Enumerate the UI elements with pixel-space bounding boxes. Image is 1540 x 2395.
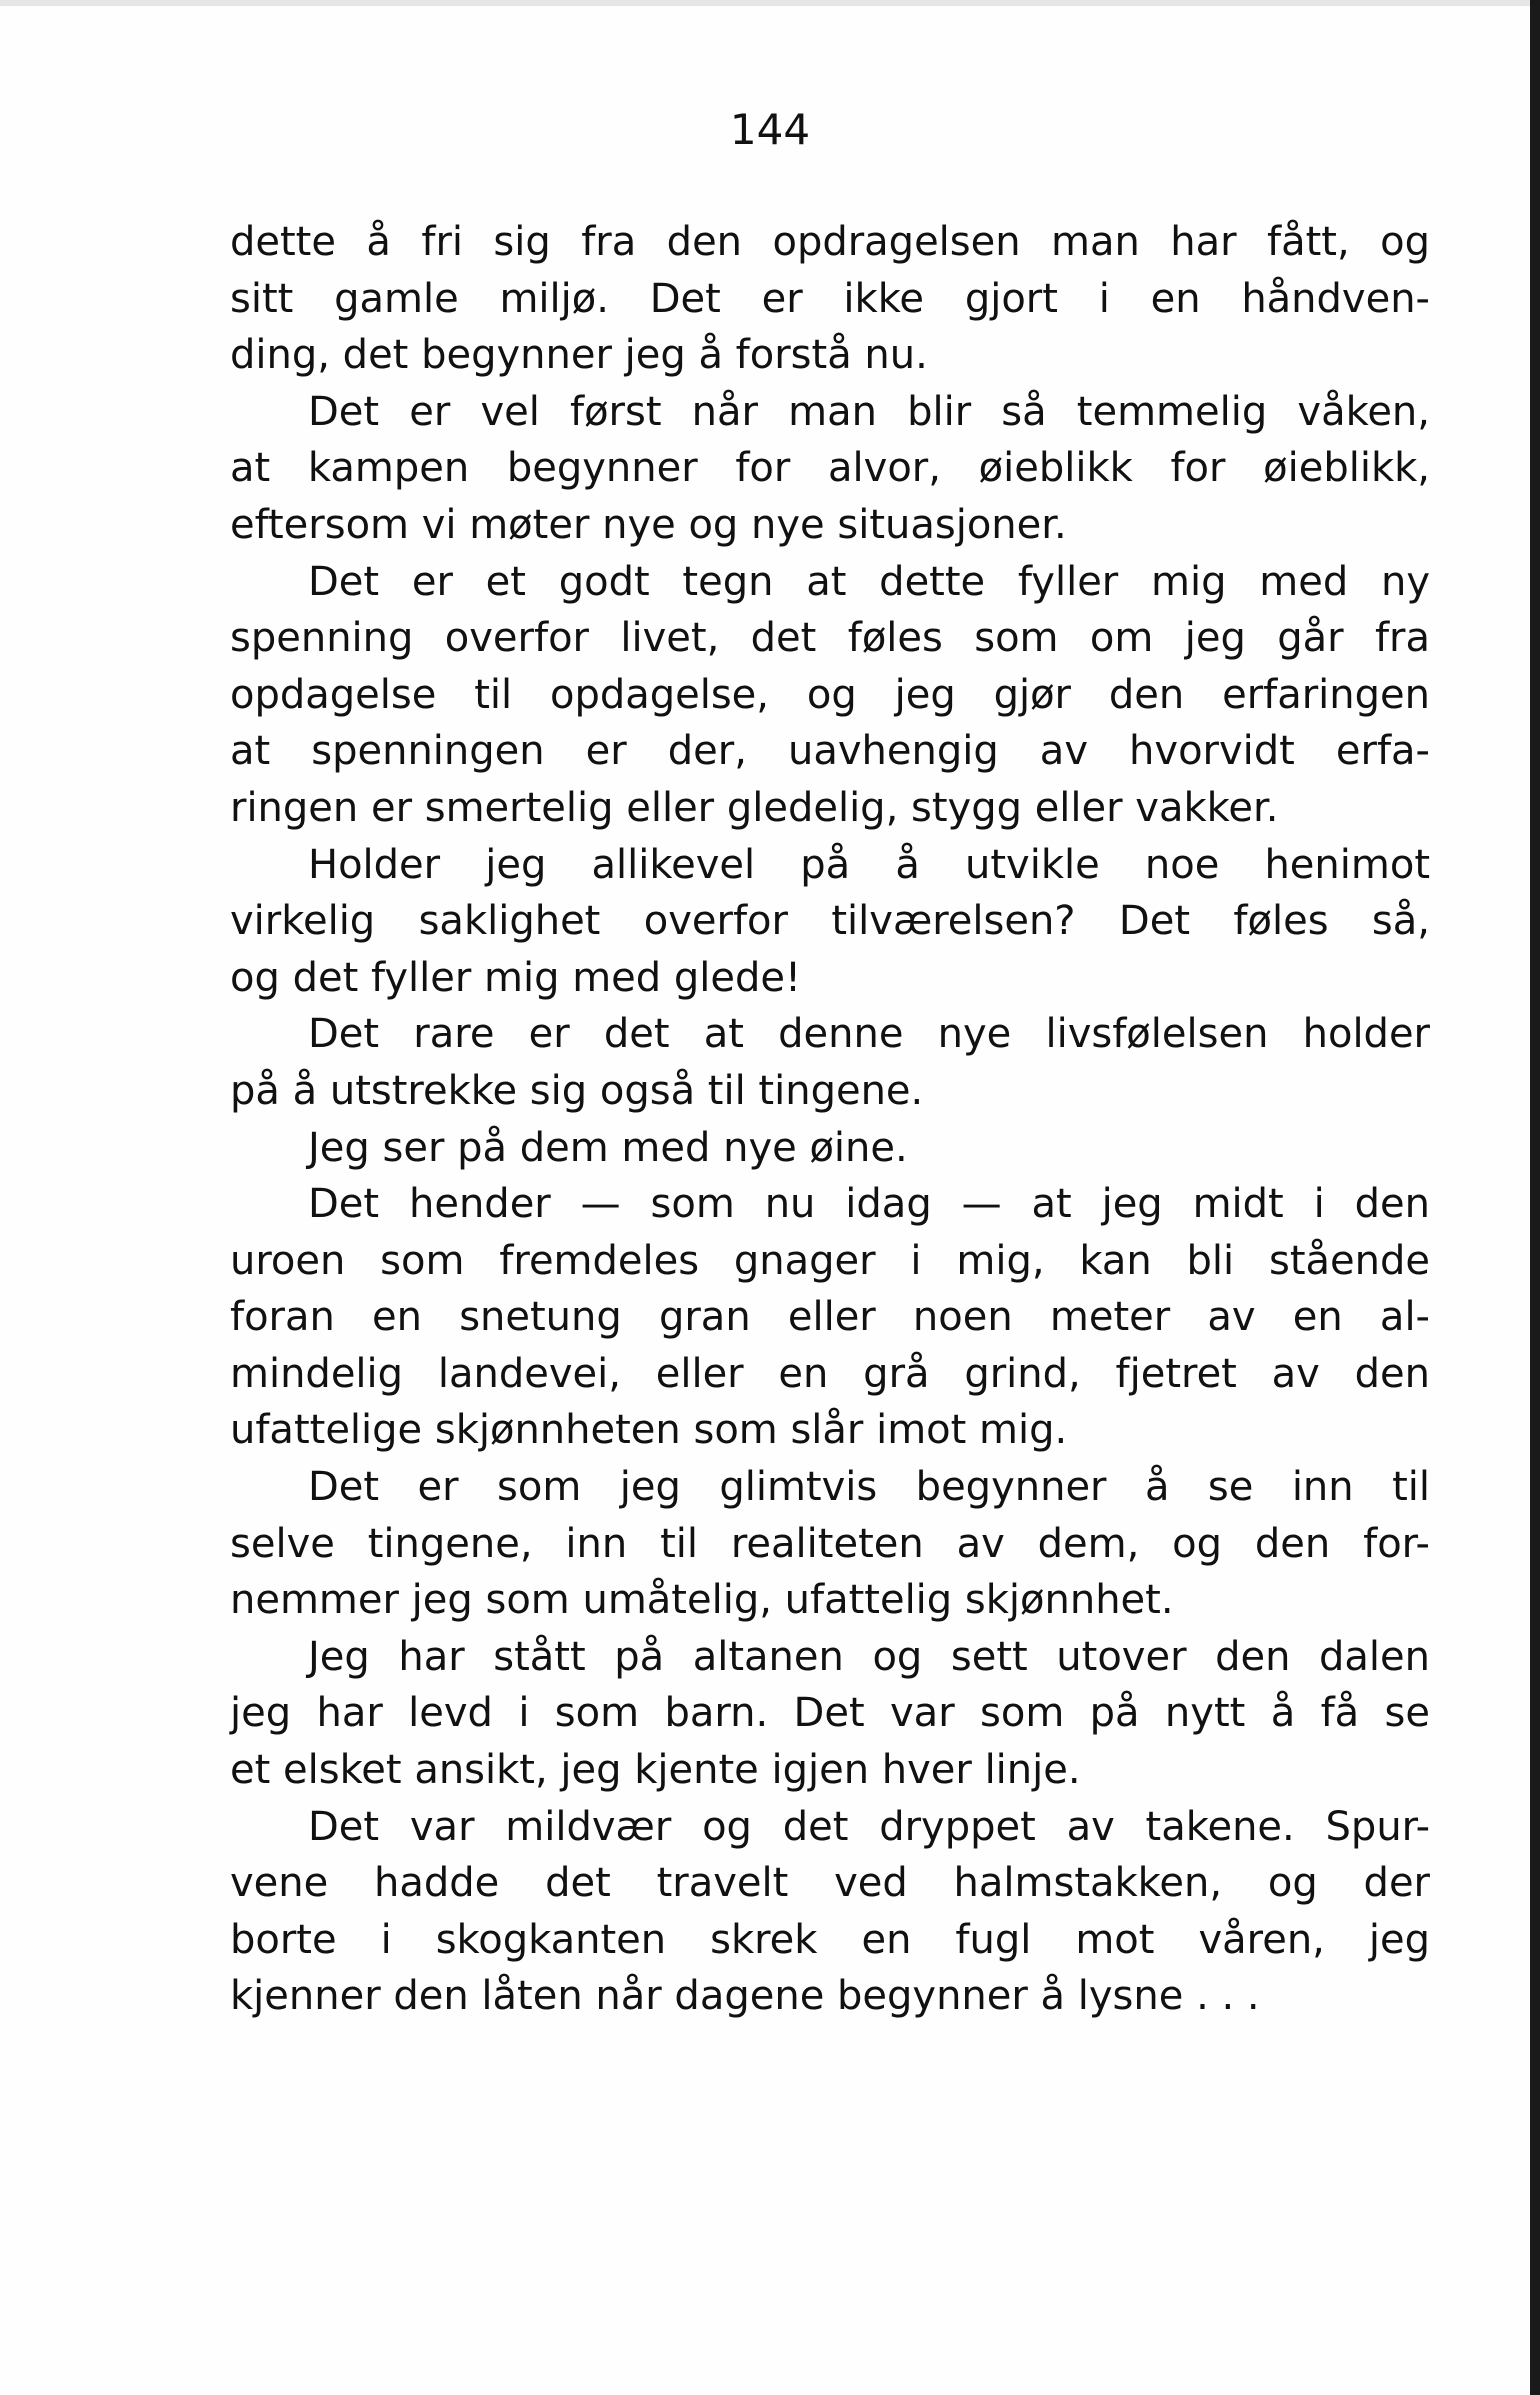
text-line: uroen som fremdeles gnager i mig, kan bli stående <box>230 1237 1430 1284</box>
text-line: Det er et godt tegn at dette fyller mig med ny <box>308 558 1430 605</box>
text-line: kjenner den låten når dagene begynner å lysne . . . <box>230 1973 1260 2020</box>
text-line: Holder jeg allikevel på å utvikle noe henimot <box>308 841 1430 888</box>
text-line: vene hadde det travelt ved halmstakken, og der <box>230 1860 1430 1907</box>
scan-top-edge <box>0 0 1540 6</box>
text-line: nemmer jeg som umåtelig, ufattelig skjønnhet. <box>230 1577 1174 1624</box>
text-line: mindelig landevei, eller en grå grind, fjetret av den <box>230 1350 1430 1397</box>
text-line: Det er som jeg glimtvis begynner å se inn til <box>308 1464 1430 1511</box>
text-line: Det var mildvær og det dryppet av takene. Spur- <box>308 1803 1430 1850</box>
text-line: opdagelse til opdagelse, og jeg gjør den erfaringen <box>230 671 1430 718</box>
text-line: at kampen begynner for alvor, øieblikk for øieblikk, <box>230 445 1430 492</box>
text-line: Jeg ser på dem med nye øine. <box>308 1124 908 1171</box>
text-line: dette å fri sig fra den opdragelsen man har fått, og <box>230 219 1430 265</box>
text-line: Det hender — som nu idag — at jeg midt i den <box>308 1181 1430 1228</box>
text-line: eftersom vi møter nye og nye situasjoner. <box>230 501 1067 548</box>
scan-right-edge <box>1530 0 1540 2395</box>
text-line: Det rare er det at denne nye livsfølelsen holder <box>308 1011 1430 1058</box>
text-line: og det fyller mig med glede! <box>230 954 802 1001</box>
text-line: foran en snetung gran eller noen meter av en al- <box>230 1294 1430 1341</box>
text-line: virkelig saklighet overfor tilværelsen? Det føles så, <box>230 898 1430 945</box>
page-number: 144 <box>729 105 811 154</box>
text-line: på å utstrekke sig også til tingene. <box>230 1067 924 1114</box>
text-line: ringen er smertelig eller gledelig, stygg eller vakker. <box>230 784 1279 831</box>
text-line: et elsket ansikt, jeg kjente igjen hver linje. <box>230 1747 1081 1794</box>
text-line: Jeg har stått på altanen og sett utover den dalen <box>308 1633 1430 1680</box>
text-line: at spenningen er der, uavhengig av hvorvidt erfa- <box>230 728 1430 775</box>
text-line: Det er vel først når man blir så temmelig våken, <box>308 388 1430 435</box>
text-line: sitt gamle miljø. Det er ikke gjort i en håndven- <box>230 275 1430 322</box>
text-line: selve tingene, inn til realiteten av dem, og den for- <box>230 1520 1430 1567</box>
text-line: spenning overfor livet, det føles som om jeg går fra <box>230 615 1430 662</box>
body-text <box>230 214 1430 2025</box>
text-line: ufattelige skjønnheten som slår imot mig. <box>230 1407 1068 1454</box>
text-line: ding, det begynner jeg å forstå nu. <box>230 332 928 379</box>
text-line: borte i skogkanten skrek en fugl mot våren, jeg <box>230 1916 1430 1963</box>
text-line: jeg har levd i som barn. Det var som på nytt å få se <box>230 1690 1430 1737</box>
